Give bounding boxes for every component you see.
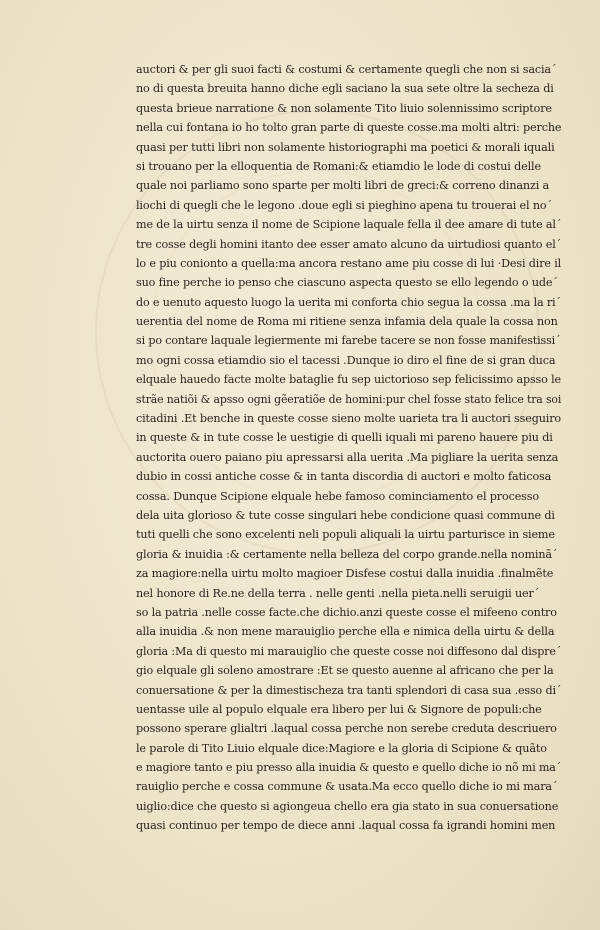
text-line: si po contare laquale legiermente mi farebe tacere se non fosse manifestissiˊ — [136, 334, 561, 348]
text-line: alla inuidia .& non mene marauiglio perche ella e nimica della uirtu & della — [136, 625, 555, 639]
text-line: nel honore di Re.ne della terra . nelle genti .nella pieta.nelli seruigii uerˊ — [136, 586, 540, 600]
text-line: auctori & per gli suoi facti & costumi & certamente quegli che non si saciaˊ — [136, 63, 557, 76]
text-line: cossa. Dunque Scipione elquale hebe famoso comincіamento el processo — [136, 489, 539, 503]
text-line: mo ogni cossa etiamdio sio el tacessi .Dunque io diro el fine de si gran duca — [136, 353, 556, 367]
text-line: possono sperare glialtri .laqual cossa perche non serebe creduta descriuero — [136, 722, 557, 736]
text-line: so la patria .nelle cosse facte.che dichio.anzi queste cosse el mifeeno contro — [136, 605, 557, 619]
text-line: tuti quelli che sono excelenti neli populi aliquali la uirtu parturisce in sieme — [136, 528, 555, 542]
text-line: za magiore:nella uirtu molto magioer Disfese costui dalla inuidia .finalmẽte — [136, 567, 554, 581]
text-line: gio elquale gli soleno amostrare :Et se questo auenne al africano che per la — [136, 664, 554, 678]
text-line: in queste & in tute cosse le uestigie di quelli iquali mi pareno hauere piu di — [136, 431, 553, 445]
text-block — [136, 60, 561, 836]
text-line: uentasse uile al populo elquale era libero per lui & Signore de populi:che — [136, 702, 542, 716]
text-line: nella cui fontana io ho tolto gran parte di queste cosse.ma molti altri: perche — [136, 121, 562, 135]
text-line: gloria & inuidia :& certamente nella belleza del corpo grande.nella nominãˊ — [136, 547, 558, 561]
text-line: me de la uirtu senza il nome de Scipione laquale fella il dee amare di tute alˊ — [136, 218, 562, 232]
text-line: suo fine perche io penso che ciascuno aspecta questo se ello legendo o udeˊ — [136, 276, 558, 290]
text-line: rauiglio perche e cossa commune & usata.Ma ecco quello diche io mi maraˊ — [136, 780, 558, 794]
text-line: e magiore tanto e piu presso alla inuidia & questo e quello diche io nõ mi maˊ — [136, 761, 562, 775]
text-line: quale noi parliamo sono sparte per molti libri de greci:& correno dinanzi a — [136, 179, 550, 193]
text-line: si trouano per la elloquentia de Romani:& etiamdio le lode di costui delle — [136, 159, 541, 173]
text-line: le parole di Tito Liuio elquale dice:Magiore e la gloria di Scipione & quãto — [136, 741, 547, 755]
text-line: questa brieue narratione & non solamente Tito liuio solennissimo scriptore — [136, 101, 552, 115]
text-line: no di questa breuita hanno diche egli saciano la sua sete oltre la secheza di — [136, 82, 554, 96]
text-line: lo e piu coniontо a quella:ma ancora restano ame piu cosse di lui ·Desi dire il — [136, 256, 562, 270]
text-line: do e uenuto aquesto luogo la ueritа mi conforta chio segua la cossa .ma la riˊ — [136, 295, 561, 309]
text-line: elquale hauedo facte molte bataglie fu sep uictorioso sep felicissimo apsso le — [136, 373, 561, 387]
text-line: strãe natiõi & apsso ogni gẽeratiõe de homini:pur chel fosse stato felice tra soi — [136, 392, 562, 406]
text-line: dela uita glorioso & tute cosse singulari hebe condicione quasi commune di — [136, 508, 555, 522]
text-line: auctorita ouero paiano piu apressarsi alla uerita .Ma pigliare la uerita senza — [136, 450, 559, 464]
text-line: citadini .Et benche in queste cosse sieno molte uarieta tra li auctori sseguiro — [136, 412, 561, 426]
text-line: liochi di quegli che le legono .doue egli si pieghino apena tu trouerai el noˊ — [136, 198, 552, 212]
text-line: dubio in cossi antiche cosse & in tanta discordia di auctori e molto faticosa — [136, 470, 552, 484]
text-line: gloria :Ma di questo mi marauiglio che queste cosse noi diffesono dal dispreˊ — [136, 644, 562, 658]
text-line: uiglio:dice che questo si agiongeua chello era gia stato in sua conuersatione — [136, 799, 559, 813]
text-line: conuersatione & per la dimestischeza tra tanti splendori di casa sua .esso diˊ — [136, 683, 562, 697]
text-line: quasi continuo per tempo de diece anni .laqual cossa fa igrandi homini men — [136, 819, 556, 833]
text-line: uerentia del nome de Roma mi ritiene senza infamia dela quale la cossa non — [136, 315, 558, 329]
text-line: quasi per tutti libri non solamente historiographi ma poetici & morali iquali — [136, 140, 555, 154]
text-line: tre cosse degli homini itanto dee esser amato alcuno da uirtudiosi quanto elˊ — [136, 237, 562, 251]
